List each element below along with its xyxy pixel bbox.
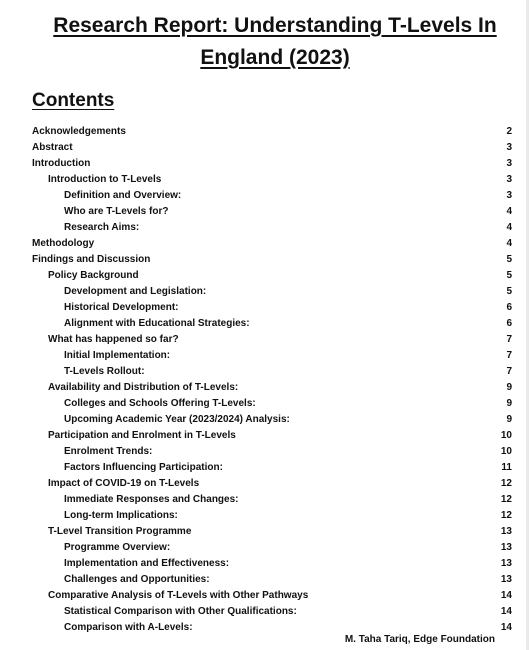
toc-entry-page: 4 — [506, 205, 512, 217]
toc-entry-page: 9 — [506, 413, 512, 425]
toc-entry-title[interactable]: Methodology — [32, 237, 95, 249]
toc-entry-page: 13 — [500, 557, 512, 569]
toc-entry[interactable] — [32, 235, 512, 251]
toc-entry[interactable] — [32, 251, 512, 267]
toc-entry-page: 11 — [501, 461, 512, 473]
toc-entry[interactable] — [32, 523, 512, 539]
toc-entry-title[interactable]: Development and Legislation: — [64, 285, 207, 297]
toc-entry[interactable] — [32, 203, 512, 219]
toc-entry[interactable] — [32, 395, 512, 411]
toc-entry-page: 12 — [500, 493, 512, 505]
toc-entry-page: 14 — [500, 605, 512, 617]
toc-entry[interactable] — [32, 331, 512, 347]
toc-entry-title[interactable]: Initial Implementation: — [64, 349, 171, 361]
contents-heading: Contents — [32, 90, 115, 111]
toc-entry[interactable] — [32, 123, 512, 139]
toc-entry-title[interactable]: Policy Background — [48, 269, 139, 281]
toc-entry-page: 12 — [500, 509, 512, 521]
toc-entry-title[interactable]: T-Levels Rollout: — [64, 365, 145, 377]
toc-entry-title[interactable]: Abstract — [32, 141, 73, 153]
toc-entry-title[interactable]: Colleges and Schools Offering T-Levels: — [64, 397, 256, 409]
toc-entry[interactable] — [32, 587, 512, 603]
toc-entry-page: 9 — [506, 381, 512, 393]
toc-entry[interactable] — [32, 411, 512, 427]
toc-entry-page: 14 — [500, 589, 512, 601]
toc-entry-title[interactable]: Acknowledgements — [32, 125, 126, 137]
toc-entry-page: 5 — [506, 269, 512, 281]
toc-entry-title[interactable]: T-Level Transition Programme — [48, 525, 192, 537]
toc-entry[interactable] — [32, 187, 512, 203]
toc-entry-page: 7 — [506, 349, 512, 361]
toc-entry-title[interactable]: What has happened so far? — [48, 333, 179, 345]
toc-entry[interactable] — [32, 475, 512, 491]
toc-entry-title[interactable]: Who are T-Levels for? — [64, 205, 169, 217]
toc-entry-page: 9 — [506, 397, 512, 409]
toc-entry[interactable] — [32, 459, 512, 475]
toc-entry-title[interactable]: Challenges and Opportunities: — [64, 573, 210, 585]
toc-entry[interactable] — [32, 171, 512, 187]
toc-entry-page: 14 — [500, 621, 512, 633]
toc-entry-title[interactable]: Historical Development: — [64, 301, 179, 313]
title-line-1: Research Report: Understanding T-Levels In — [53, 14, 497, 37]
toc-entry[interactable] — [32, 155, 512, 171]
toc-entry-page: 13 — [500, 541, 512, 553]
toc-entry-title[interactable]: Programme Overview: — [64, 541, 171, 553]
toc-entry-page: 3 — [506, 189, 512, 201]
toc-entry-title[interactable]: Factors Influencing Participation: — [64, 461, 223, 473]
toc-entry[interactable] — [32, 299, 512, 315]
toc-entry-page: 5 — [506, 253, 512, 265]
toc-entry[interactable] — [32, 283, 512, 299]
toc-entry-page: 13 — [500, 573, 512, 585]
toc-entry[interactable] — [32, 347, 512, 363]
toc-entry-page: 4 — [506, 237, 512, 249]
toc-entry-title[interactable]: Long-term Implications: — [64, 509, 178, 521]
toc-entry[interactable] — [32, 219, 512, 235]
toc-entry-page: 5 — [506, 285, 512, 297]
toc-entry-title[interactable]: Research Aims: — [64, 221, 140, 233]
toc-entry-page: 2 — [506, 125, 512, 137]
toc-entry[interactable] — [32, 491, 512, 507]
table-of-contents — [32, 123, 512, 635]
toc-entry-title[interactable]: Immediate Responses and Changes: — [64, 493, 239, 505]
toc-entry-page: 10 — [500, 445, 512, 457]
toc-entry[interactable] — [32, 571, 512, 587]
toc-entry-page: 7 — [506, 365, 512, 377]
toc-entry-title[interactable]: Findings and Discussion — [32, 253, 151, 265]
toc-entry-title[interactable]: Implementation and Effectiveness: — [64, 557, 230, 569]
toc-entry-title[interactable]: Introduction — [32, 157, 91, 169]
toc-entry-title[interactable]: Definition and Overview: — [64, 189, 182, 201]
toc-entry-title[interactable]: Comparative Analysis of T-Levels with Other Pathways — [48, 589, 309, 601]
toc-entry[interactable] — [32, 427, 512, 443]
toc-entry-page: 3 — [506, 157, 512, 169]
toc-entry-page: 6 — [506, 301, 512, 313]
toc-entry[interactable] — [32, 539, 512, 555]
toc-entry-page: 7 — [506, 333, 512, 345]
footer-author: M. Taha Tariq, Edge Foundation — [344, 634, 495, 645]
toc-entry[interactable] — [32, 267, 512, 283]
toc-entry[interactable] — [32, 603, 512, 619]
toc-entry-page: 10 — [500, 429, 512, 441]
toc-entry-title[interactable]: Alignment with Educational Strategies: — [64, 317, 250, 329]
toc-entry-page: 6 — [506, 317, 512, 329]
toc-entry-title[interactable]: Enrolment Trends: — [64, 445, 153, 457]
toc-entry[interactable] — [32, 139, 512, 155]
document-title — [40, 10, 510, 74]
toc-entry-title[interactable]: Impact of COVID-19 on T-Levels — [48, 477, 200, 489]
toc-entry[interactable] — [32, 379, 512, 395]
toc-entry[interactable] — [32, 443, 512, 459]
toc-entry-title[interactable]: Comparison with A-Levels: — [64, 621, 193, 633]
toc-entry-page: 4 — [506, 221, 512, 233]
toc-entry-page: 3 — [506, 173, 512, 185]
toc-entry-page: 3 — [506, 141, 512, 153]
toc-entry[interactable] — [32, 315, 512, 331]
toc-entry[interactable] — [32, 363, 512, 379]
toc-entry-title[interactable]: Availability and Distribution of T-Levels: — [48, 381, 239, 393]
toc-entry-page: 13 — [500, 525, 512, 537]
toc-entry[interactable] — [32, 555, 512, 571]
toc-entry-title[interactable]: Statistical Comparison with Other Qualifications: — [64, 605, 297, 617]
toc-entry-title[interactable]: Upcoming Academic Year (2023/2024) Analysis: — [64, 413, 290, 425]
toc-entry-page: 12 — [500, 477, 512, 489]
title-line-2: England (2023) — [200, 46, 350, 69]
toc-entry[interactable] — [32, 507, 512, 523]
toc-entry-title[interactable]: Participation and Enrolment in T-Levels — [48, 429, 236, 441]
toc-entry[interactable] — [32, 619, 512, 635]
toc-entry-title[interactable]: Introduction to T-Levels — [48, 173, 162, 185]
